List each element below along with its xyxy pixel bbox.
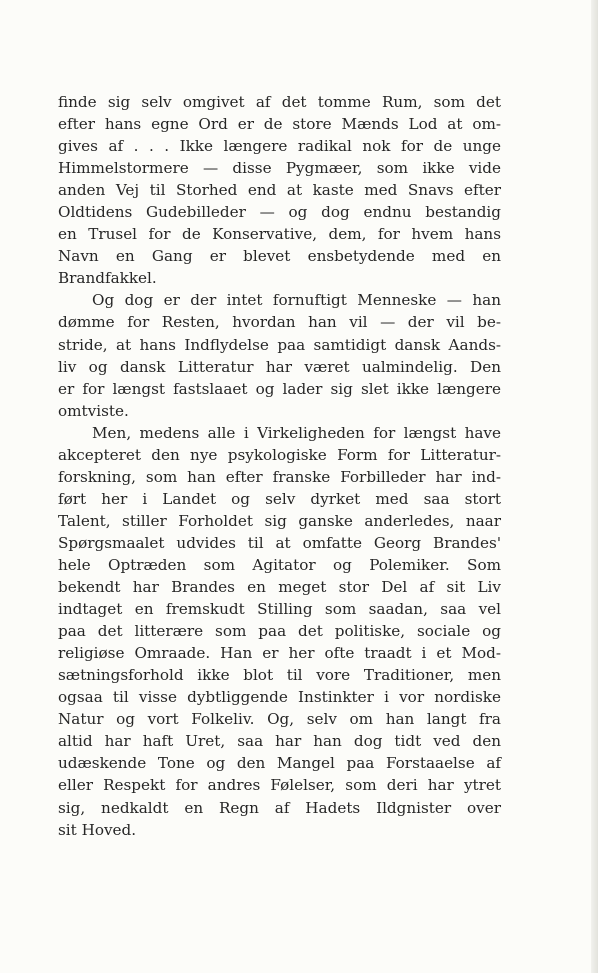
text-line: dømme for Resten, hvordan han vil — der vil be-	[58, 313, 501, 332]
text-line: omtviste.	[58, 401, 129, 420]
text-line: Himmelstormere — disse Pygmæer, som ikke vide	[58, 159, 501, 178]
text-line: Men, medens alle i Virkeligheden for længst have	[92, 423, 501, 442]
text-line: sig, nedkaldt en Regn af Hadets Ildgnister over	[58, 798, 501, 817]
text-line: anden Vej til Storhed end at kaste med Snavs efter	[58, 181, 501, 200]
text-line: altid har haft Uret, saa har han dog tidt ved den	[58, 732, 501, 751]
text-line: religiøse Omraade. Han er her ofte traadt i et Mod-	[58, 644, 501, 663]
text-line: Brandfakkel.	[58, 269, 157, 288]
text-line: ført her i Landet og selv dyrket med saa stort	[58, 489, 501, 508]
text-line: Og dog er der intet fornuftigt Menneske — han	[92, 291, 501, 310]
text-line: liv og dansk Litteratur har været ualmindelig. Den	[58, 357, 501, 376]
text-line: bekendt har Brandes en meget stor Del af sit Liv	[58, 578, 501, 597]
text-line: er for længst fastslaaet og lader sig slet ikke længere	[58, 379, 501, 398]
text-line: indtaget en fremskudt Stilling som saadan, saa vel	[58, 600, 501, 619]
text-line: sætningsforhold ikke blot til vore Traditioner, men	[58, 666, 501, 685]
text-line: Talent, stiller Forholdet sig ganske anderledes, naar	[58, 511, 501, 530]
text-line: finde sig selv omgivet af det tomme Rum, som det	[58, 93, 501, 111]
text-line: Navn en Gang er blevet ensbetydende med en	[58, 247, 501, 266]
text-line: sit Hoved.	[58, 820, 137, 839]
text-line: eller Respekt for andres Følelser, som deri har ytret	[58, 776, 501, 795]
text-line: forskning, som han efter franske Forbilleder har ind-	[58, 467, 501, 486]
text-line: paa det litterære som paa det politiske, sociale og	[58, 622, 501, 641]
text-line: stride, at hans Indflydelse paa samtidigt dansk Aands-	[58, 335, 501, 354]
text-line: gives af . . . Ikke længere radikal nok for de unge	[58, 137, 501, 156]
text-line: akcepteret den nye psykologiske Form for Litteratur-	[58, 445, 501, 464]
text-line: efter hans egne Ord er de store Mænds Lod at om-	[58, 115, 501, 134]
scan-page-edge	[591, 0, 598, 973]
text-line: ogsaa til visse dybtliggende Instinkter i vor nordiske	[58, 688, 501, 707]
text-line: udæskende Tone og den Mangel paa Forstaaelse af	[58, 754, 501, 773]
body-text	[58, 91, 501, 841]
text-line: Spørgsmaalet udvides til at omfatte Georg Brandes'	[58, 533, 501, 552]
text-line: Natur og vort Folkeliv. Og, selv om han langt fra	[58, 710, 501, 729]
text-line: hele Optræden som Agitator og Polemiker. Som	[58, 555, 501, 574]
text-line: en Trusel for de Konservative, dem, for hvem hans	[58, 225, 501, 244]
text-line: Oldtidens Gudebilleder — og dog endnu bestandig	[58, 203, 501, 222]
